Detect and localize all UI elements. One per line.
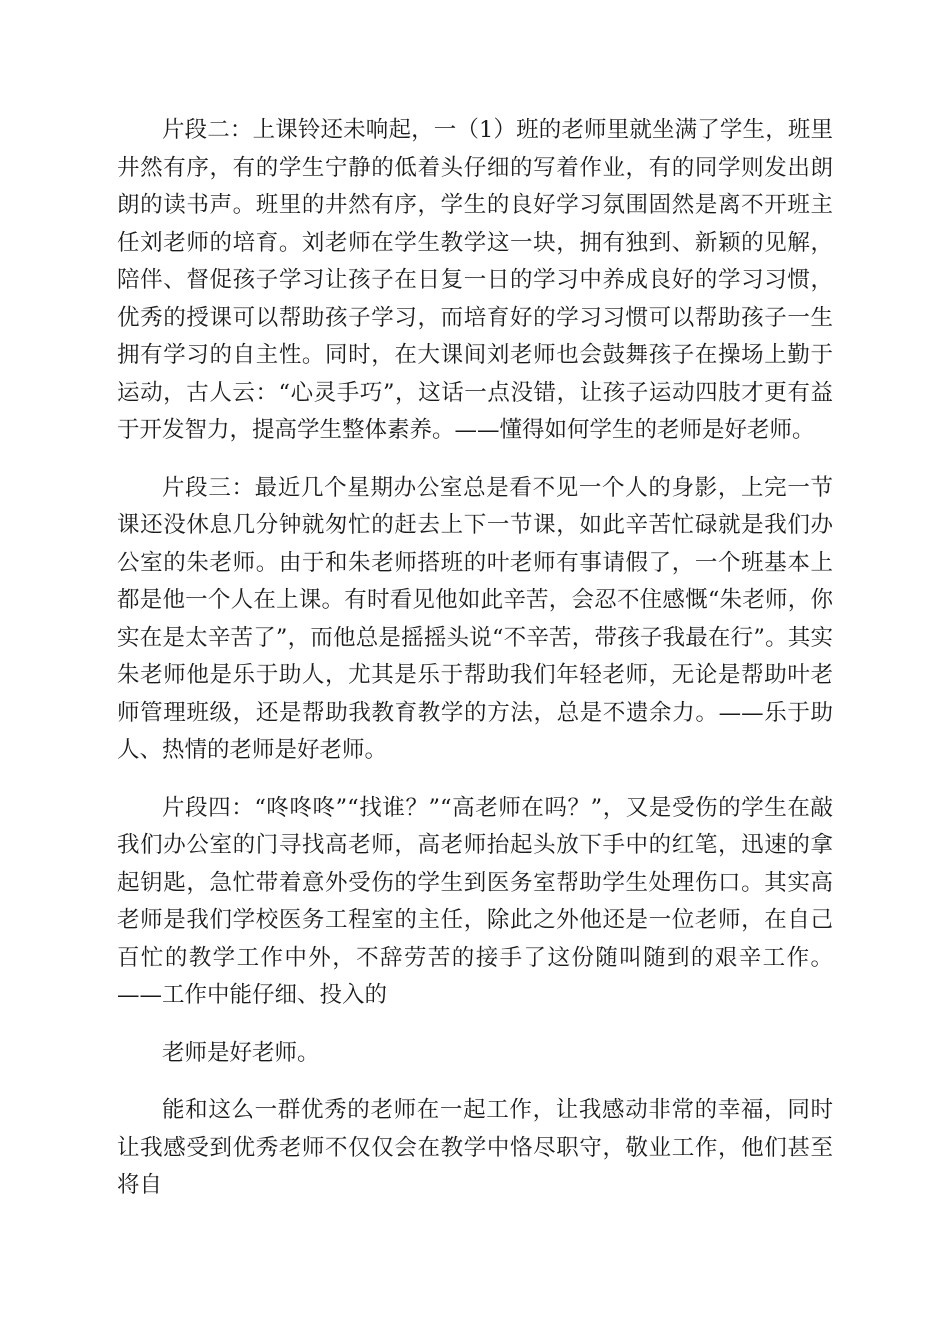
paragraph-fragment-two: 片段二：上课铃还未响起，一（1）班的老师里就坐满了学生，班里井然有序，有的学生宁静的低着头仔细的写着作业，有的同学则发出朗朗的读书声。班里的井然有序，学生的良好学习氛围固然是离不开班主任刘老师的培育。刘老师在学生教学这一块，拥有独到、新颖的见解，陪伴、督促孩子学习让孩子在日复一日的学习中养成良好的学习习惯，优秀的授课可以帮助孩子学习，而培育好的学习习惯可以帮助孩子一生拥有学习的自主性。同时，在大课间刘老师也会鼓舞孩子在操场上勤于运动，古人云：“心灵手巧”，这话一点没错，让孩子运动四肢才更有益于开发智力，提高学生整体素养。——懂得如何学生的老师是好老师。 bbox=[117, 117, 833, 443]
document-body bbox=[117, 112, 833, 1225]
paragraph-fragment-four: 片段四：“咚咚咚”“找谁？”“高老师在吗？”，又是受伤的学生在敲我们办公室的门寻找高老师，高老师抬起头放下手中的红笔，迅速的拿起钥匙，急忙带着意外受伤的学生到医务室帮助学生处理伤口。其实高老师是我们学校医务工程室的主任，除此之外他还是一位老师，在自己百忙的教学工作中外，不辞劳苦的接手了这份随叫随到的艰辛工作。——工作中能仔细、投入的 bbox=[117, 794, 833, 1008]
paragraph-fragment-three: 片段三：最近几个星期办公室总是看不见一个人的身影，上完一节课还没休息几分钟就匆忙的赶去上下一节课，如此辛苦忙碌就是我们办公室的朱老师。由于和朱老师搭班的叶老师有事请假了，一个班基本上都是他一个人在上课。有时看见他如此辛苦，会忍不住感慨“朱老师，你实在是太辛苦了”，而他总是摇摇头说“不辛苦，带孩子我最在行”。其实朱老师他是乐于助人，尤其是乐于帮助我们年轻老师，无论是帮助叶老师管理班级，还是帮助我教育教学的方法，总是不遗余力。——乐于助人、热情的老师是好老师。 bbox=[117, 474, 833, 763]
paragraph-fragment-four-continued: 老师是好老师。 bbox=[162, 1039, 320, 1066]
paragraph-conclusion: 能和这么一群优秀的老师在一起工作，让我感动非常的幸福，同时让我感受到优秀老师不仅仅会在教学中恪尽职守，敬业工作，他们甚至将自 bbox=[117, 1097, 833, 1198]
